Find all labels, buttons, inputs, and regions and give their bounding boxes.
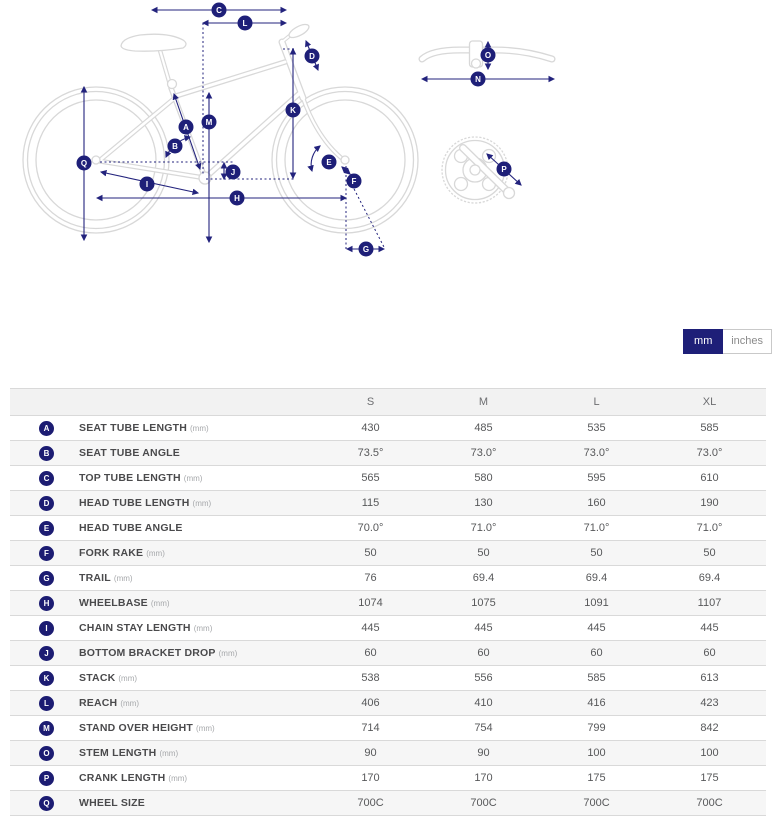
geometry-value: 115	[314, 491, 427, 516]
size-column-header-xl: XL	[653, 389, 766, 416]
diagram-badge-q	[77, 156, 92, 171]
row-unit: (mm)	[168, 773, 188, 783]
geometry-value: 100	[540, 741, 653, 766]
row-letter-badge: L	[39, 696, 54, 711]
row-label: CHAIN STAY LENGTH	[79, 622, 191, 634]
table-row	[10, 491, 766, 516]
svg-text:E: E	[326, 158, 332, 167]
row-letter-badge: M	[39, 721, 54, 736]
table-row	[10, 666, 766, 691]
geometry-value: 50	[653, 541, 766, 566]
geometry-value: 1075	[427, 591, 540, 616]
geometry-value: 175	[540, 766, 653, 791]
row-label-cell	[10, 666, 314, 691]
geometry-value: 565	[314, 466, 427, 491]
geometry-value: 50	[540, 541, 653, 566]
diagram-badge-l	[238, 16, 253, 31]
row-label: REACH	[79, 697, 118, 709]
geometry-value: 71.0°	[540, 516, 653, 541]
geometry-value: 538	[314, 666, 427, 691]
geometry-value: 445	[427, 616, 540, 641]
table-row	[10, 716, 766, 741]
row-letter-badge: F	[39, 546, 54, 561]
svg-text:C: C	[216, 6, 222, 15]
table-row	[10, 791, 766, 816]
row-label: STEM LENGTH	[79, 747, 157, 759]
table-header-row	[10, 389, 766, 416]
diagram-badge-g	[359, 242, 374, 257]
row-unit: (mm)	[218, 648, 238, 658]
geometry-value: 60	[314, 641, 427, 666]
row-label: TOP TUBE LENGTH	[79, 472, 181, 484]
geometry-value: 90	[314, 741, 427, 766]
row-letter-badge: J	[39, 646, 54, 661]
svg-text:L: L	[242, 19, 248, 28]
svg-text:G: G	[362, 245, 370, 254]
svg-text:J: J	[230, 168, 236, 177]
table-row	[10, 766, 766, 791]
geometry-value: 595	[540, 466, 653, 491]
row-label-cell	[10, 441, 314, 466]
geometry-value: 73.5°	[314, 441, 427, 466]
row-label: TRAIL	[79, 572, 111, 584]
table-row	[10, 641, 766, 666]
geometry-diagram-svg	[0, 0, 776, 312]
svg-text:F: F	[351, 177, 357, 186]
geometry-value: 69.4	[653, 566, 766, 591]
row-unit: (mm)	[146, 548, 165, 558]
table-row	[10, 741, 766, 766]
geometry-value: 714	[314, 716, 427, 741]
geometry-value: 69.4	[427, 566, 540, 591]
geometry-value: 69.4	[540, 566, 653, 591]
geometry-value: 60	[427, 641, 540, 666]
geometry-table	[10, 388, 766, 816]
row-label: CRANK LENGTH	[79, 772, 166, 784]
geometry-value: 170	[427, 766, 540, 791]
row-letter-badge: E	[39, 521, 54, 536]
row-label-cell	[10, 466, 314, 491]
row-label-cell	[10, 566, 314, 591]
geometry-value: 700C	[540, 791, 653, 816]
row-label: SEAT TUBE ANGLE	[79, 447, 181, 459]
geometry-value: 416	[540, 691, 653, 716]
row-label-cell	[10, 616, 314, 641]
size-column-header-m: M	[427, 389, 540, 416]
unit-inches-button[interactable]: inches	[723, 329, 772, 354]
row-letter-badge: C	[39, 471, 54, 486]
geometry-value: 50	[314, 541, 427, 566]
geometry-value: 73.0°	[653, 441, 766, 466]
row-label-cell	[10, 541, 314, 566]
row-label-cell	[10, 716, 314, 741]
row-label: HEAD TUBE ANGLE	[79, 522, 183, 534]
geometry-value: 700C	[314, 791, 427, 816]
table-row	[10, 691, 766, 716]
geometry-value: 70.0°	[314, 516, 427, 541]
diagram-badge-p	[497, 162, 512, 177]
row-letter-badge: I	[39, 621, 54, 636]
geometry-value: 73.0°	[540, 441, 653, 466]
row-unit: (mm)	[113, 573, 133, 583]
svg-text:M: M	[205, 118, 213, 127]
row-label-cell	[10, 416, 314, 441]
geometry-value: 1074	[314, 591, 427, 616]
svg-text:H: H	[234, 194, 240, 203]
row-letter-badge: A	[39, 421, 54, 436]
row-letter-badge: H	[39, 596, 54, 611]
geometry-value: 1107	[653, 591, 766, 616]
row-unit: (mm)	[192, 498, 212, 508]
row-letter-badge: Q	[39, 796, 54, 811]
geometry-value: 175	[653, 766, 766, 791]
svg-text:O: O	[484, 51, 492, 60]
geometry-value: 130	[427, 491, 540, 516]
geometry-value: 485	[427, 416, 540, 441]
geometry-value: 71.0°	[427, 516, 540, 541]
diagram-badge-i	[140, 177, 155, 192]
geometry-value: 535	[540, 416, 653, 441]
geometry-value: 60	[540, 641, 653, 666]
row-unit: (mm)	[196, 723, 215, 733]
row-label: WHEELBASE	[79, 597, 148, 609]
diagram-badge-m	[202, 115, 217, 130]
diagram-badge-o	[481, 48, 496, 63]
row-unit: (mm)	[118, 673, 138, 683]
svg-text:Q: Q	[80, 159, 88, 168]
row-label: WHEEL SIZE	[79, 797, 145, 809]
table-row	[10, 591, 766, 616]
geometry-value: 170	[314, 766, 427, 791]
geometry-value: 160	[540, 491, 653, 516]
row-label: HEAD TUBE LENGTH	[79, 497, 190, 509]
row-label: FORK RAKE	[79, 547, 144, 559]
geometry-value: 754	[427, 716, 540, 741]
table-row	[10, 566, 766, 591]
geometry-value: 50	[427, 541, 540, 566]
diagram-badge-k	[286, 103, 301, 118]
table-row	[10, 541, 766, 566]
label-column-header	[10, 389, 314, 416]
row-label-cell	[10, 591, 314, 616]
geometry-value: 585	[653, 416, 766, 441]
geometry-value: 410	[427, 691, 540, 716]
diagram-badge-n	[471, 72, 486, 87]
geometry-value: 1091	[540, 591, 653, 616]
geometry-value: 700C	[427, 791, 540, 816]
svg-text:A: A	[183, 123, 189, 132]
row-unit: (mm)	[120, 698, 139, 708]
unit-toggle	[683, 329, 772, 354]
geometry-value: 100	[653, 741, 766, 766]
row-letter-badge: D	[39, 496, 54, 511]
geometry-value: 76	[314, 566, 427, 591]
diagram-badge-e	[322, 155, 337, 170]
geometry-value: 556	[427, 666, 540, 691]
table-row	[10, 616, 766, 641]
geometry-value: 423	[653, 691, 766, 716]
diagram-badge-d	[305, 49, 320, 64]
row-letter-badge: B	[39, 446, 54, 461]
row-label-cell	[10, 516, 314, 541]
geometry-value: 445	[314, 616, 427, 641]
svg-text:K: K	[290, 106, 296, 115]
geometry-value: 73.0°	[427, 441, 540, 466]
geometry-value: 585	[540, 666, 653, 691]
bike-illustration	[23, 22, 418, 233]
row-letter-badge: G	[39, 571, 54, 586]
row-unit: (mm)	[159, 748, 179, 758]
geometry-value: 71.0°	[653, 516, 766, 541]
row-label: BOTTOM BRACKET DROP	[79, 647, 216, 659]
row-letter-badge: K	[39, 671, 54, 686]
row-label: STAND OVER HEIGHT	[79, 722, 194, 734]
row-unit: (mm)	[190, 423, 209, 433]
size-column-header-l: L	[540, 389, 653, 416]
table-row	[10, 466, 766, 491]
table-row	[10, 441, 766, 466]
row-letter-badge: O	[39, 746, 54, 761]
geometry-value: 580	[427, 466, 540, 491]
svg-text:D: D	[309, 52, 315, 61]
diagram-badge-h	[230, 191, 245, 206]
row-letter-badge: P	[39, 771, 54, 786]
geometry-value: 430	[314, 416, 427, 441]
svg-text:N: N	[475, 75, 481, 84]
geometry-value: 842	[653, 716, 766, 741]
row-label: SEAT TUBE LENGTH	[79, 422, 188, 434]
geometry-value: 700C	[653, 791, 766, 816]
svg-text:P: P	[501, 165, 507, 174]
geometry-diagram	[0, 0, 776, 312]
diagram-badge-f	[347, 174, 362, 189]
unit-mm-button[interactable]: mm	[683, 329, 723, 354]
row-label-cell	[10, 791, 314, 816]
row-label-cell	[10, 491, 314, 516]
row-label: STACK	[79, 672, 116, 684]
geometry-value: 610	[653, 466, 766, 491]
geometry-value: 613	[653, 666, 766, 691]
diagram-badge-b	[168, 139, 183, 154]
geometry-value: 799	[540, 716, 653, 741]
row-unit: (mm)	[193, 623, 213, 633]
diagram-badge-c	[212, 3, 227, 18]
row-unit: (mm)	[183, 473, 203, 483]
size-column-header-s: S	[314, 389, 427, 416]
geometry-value: 445	[540, 616, 653, 641]
row-label-cell	[10, 691, 314, 716]
table-row	[10, 416, 766, 441]
geometry-value: 60	[653, 641, 766, 666]
row-label-cell	[10, 741, 314, 766]
svg-text:I: I	[145, 180, 149, 189]
diagram-badge-a	[179, 120, 194, 135]
row-label-cell	[10, 766, 314, 791]
svg-text:B: B	[172, 142, 178, 151]
row-label-cell	[10, 641, 314, 666]
table-row	[10, 516, 766, 541]
geometry-value: 190	[653, 491, 766, 516]
diagram-badge-j	[226, 165, 241, 180]
geometry-value: 90	[427, 741, 540, 766]
geometry-value: 406	[314, 691, 427, 716]
geometry-value: 445	[653, 616, 766, 641]
row-unit: (mm)	[150, 598, 170, 608]
